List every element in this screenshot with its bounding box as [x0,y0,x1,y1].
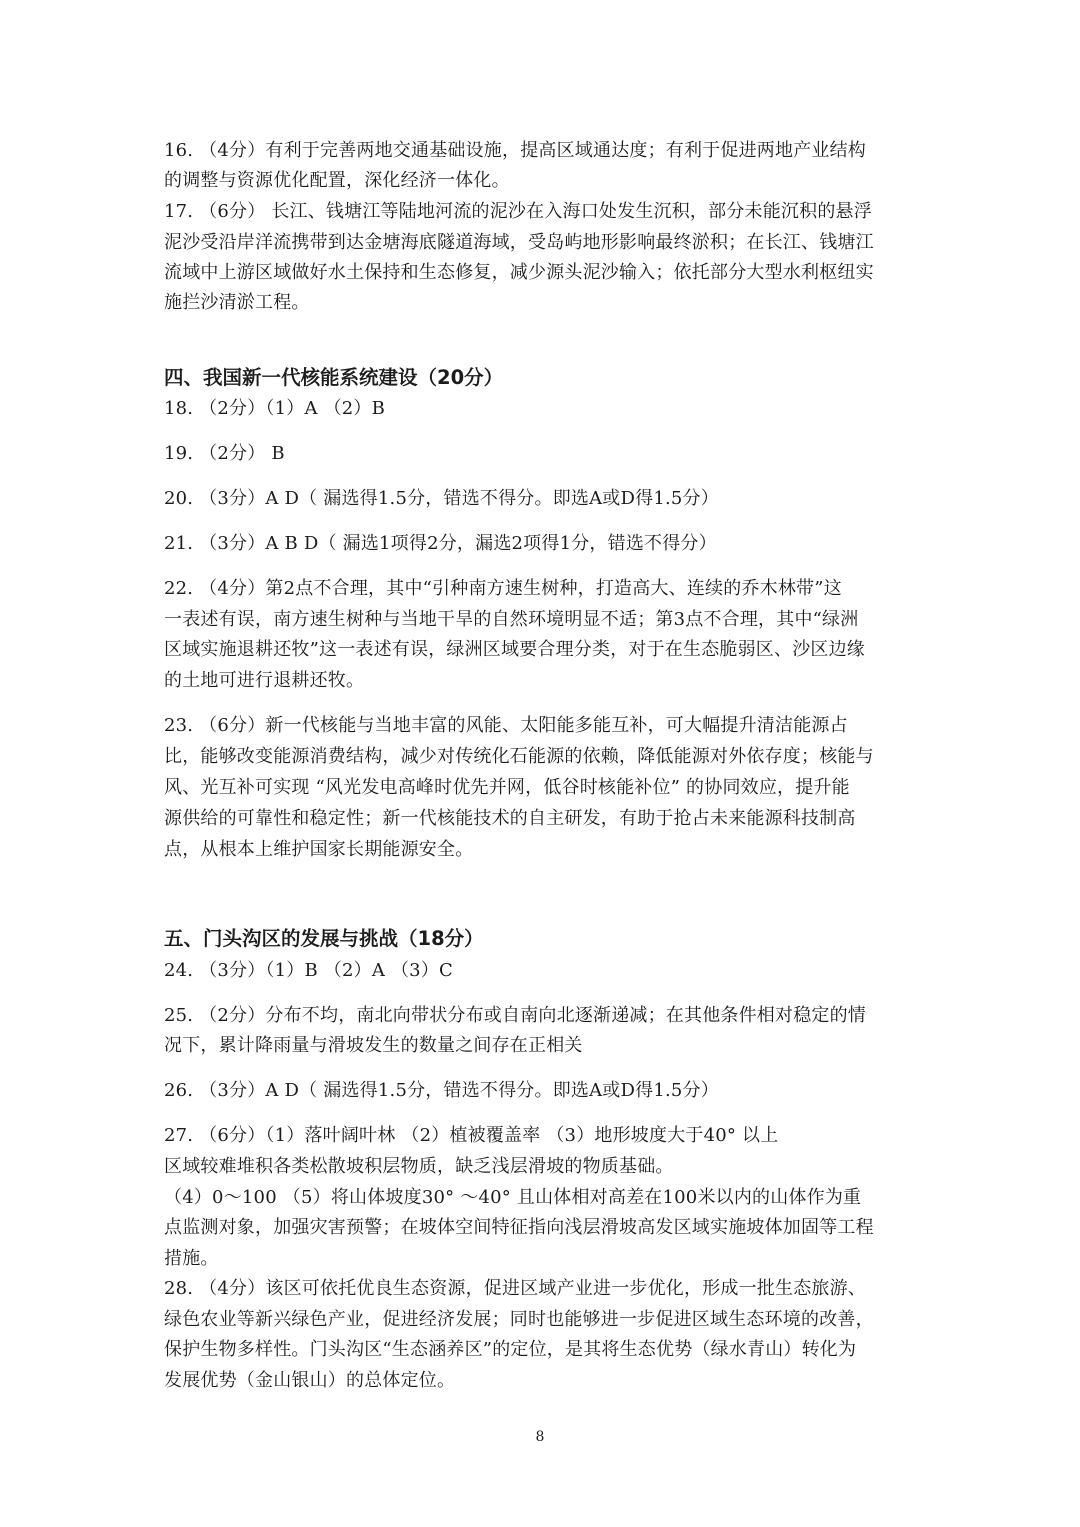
answer-23-line-3: 风、光互补可实现 “风光发电高峰时优先并网，低谷时核能补位” 的协同效应，提升能 [164,777,850,798]
answer-26: 26. （3分）A D（ 漏选得1.5分，错选不得分。即选A或D得1.5分） [164,1080,719,1101]
answer-19: 19. （2分） B [164,443,285,464]
answer-27-line-1: 27. （6分）（1）落叶阔叶林 （2）植被覆盖率 （3）地形坡度大于40° 以上 [164,1125,779,1146]
answer-25-line-2: 况下，累计降雨量与滑坡发生的数量之间存在正相关 [164,1035,583,1056]
answer-28-line-2: 绿色农业等新兴绿色产业，促进经济发展；同时也能够进一步促进区域生态环境的改善， [164,1309,874,1330]
answer-16-line-1: 16. （4分）有利于完善两地交通基础设施，提高区域通达度；有利于促进两地产业结构 [164,140,866,161]
answer-17-line-2: 泥沙受沿岸洋流携带到达金塘海底隧道海域，受岛屿地形影响最终淤积；在长江、钱塘江 [164,232,874,253]
answer-27-line-4: 点监测对象，加强灾害预警；在坡体空间特征指向浅层滑坡高发区域实施坡体加固等工程 [164,1217,874,1238]
answer-23-line-2: 比，能够改变能源消费结构，减少对传统化石能源的依赖，降低能源对外依存度；核能与 [164,746,874,767]
answer-28-line-1: 28. （4分）该区可依托优良生态资源，促进区域产业进一步优化，形成一批生态旅游、 [164,1278,866,1299]
answer-20: 20. （3分）A D（ 漏选得1.5分，错选不得分。即选A或D得1.5分） [164,488,719,509]
answer-28-line-4: 发展优势（金山银山）的总体定位。 [164,1370,456,1391]
answer-18: 18. （2分）（1）A （2）B [164,398,386,419]
answer-27-line-5: 措施。 [164,1248,219,1269]
answer-24: 24. （3分）（1）B （2）A （3）C [164,960,453,981]
answer-17-line-3: 流域中上游区域做好水土保持和生态修复，减少源头泥沙输入；依托部分大型水利枢纽实 [164,262,874,283]
answer-27-line-2: 区域较难堆积各类松散坡积层物质，缺乏浅层滑坡的物质基础。 [164,1156,674,1177]
answer-23-line-1: 23. （6分）新一代核能与当地丰富的风能、太阳能多能互补，可大幅提升清洁能源占 [164,715,848,736]
section-4-heading: 四、我国新一代核能系统建设（20分） [164,366,504,389]
answer-22-line-1: 22. （4分）第2点不合理，其中“引种南方速生树种，打造高大、连续的乔木林带”这 [164,578,842,599]
answer-23-line-5: 点，从根本上维护国家长期能源安全。 [164,839,474,860]
answer-21: 21. （3分）A B D（ 漏选1项得2分，漏选2项得1分，错选不得分） [164,533,717,554]
answer-17-line-1: 17. （6分） 长江、钱塘江等陆地河流的泥沙在入海口处发生沉积，部分未能沉积的悬浮 [164,201,872,222]
answer-27-line-3: （4）0～100 （5）将山体坡度30° ～40° 且山体相对高差在100米以内的山体作为重 [164,1187,862,1208]
section-5-heading: 五、门头沟区的发展与挑战（18分） [164,927,484,950]
answer-28-line-3: 保护生物多样性。门头沟区“生态涵养区”的定位，是其将生态优势（绿水青山）转化为 [164,1339,857,1360]
answer-22-line-3: 区域实施退耕还牧”这一表述有误，绿洲区域要合理分类，对于在生态脆弱区、沙区边缘 [164,639,865,660]
page-number: 8 [535,1429,545,1445]
answer-25-line-1: 25. （2分）分布不均，南北向带状分布或自南向北逐渐递减；在其他条件相对稳定的情 [164,1005,866,1026]
answer-17-line-4: 施拦沙清淤工程。 [164,292,310,313]
answer-22-line-4: 的土地可进行退耕还牧。 [164,670,365,691]
answer-22-line-2: 一表述有误，南方速生树种与当地干旱的自然环境明显不适；第3点不合理，其中“绿洲 [164,609,859,630]
answer-16-line-2: 的调整与资源优化配置，深化经济一体化。 [164,170,510,191]
answer-23-line-4: 源供给的可靠性和稳定性；新一代核能技术的自主研发，有助于抢占未来能源科技制高 [164,808,856,829]
